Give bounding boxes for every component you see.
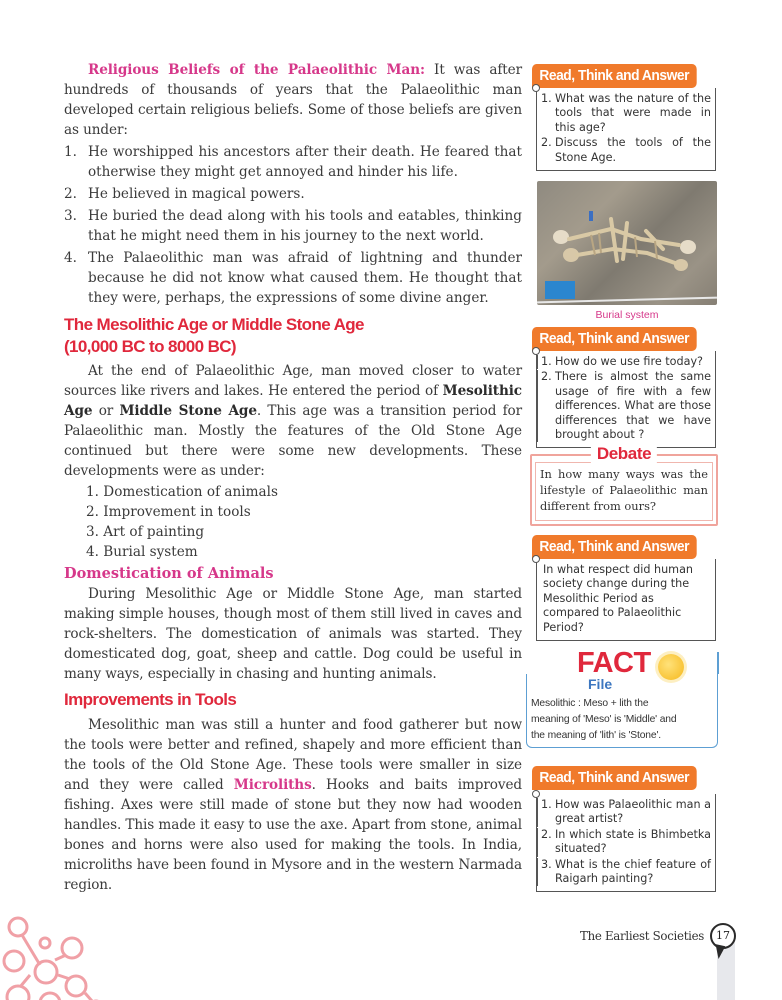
debate-title: Debate (591, 445, 657, 463)
main-column (64, 60, 522, 895)
bold-term: Mesolithic Age (64, 383, 522, 419)
skeleton-illustration (551, 209, 701, 279)
debate-box (530, 444, 718, 526)
development-item: 4. Burial system (86, 544, 198, 560)
question-number: 1. (541, 355, 552, 368)
belief-text: The Palaeolithic man was afraid of lightning and thunder because he did not know what caused them. He thought that they were, perhaps, the expressions of some divine anger. (88, 250, 522, 306)
footer-book-title: The Earliest Societies (580, 929, 705, 943)
belief-item (64, 248, 522, 308)
question-item (537, 798, 711, 827)
belief-text: He buried the dead along with his tools and eatables, thinking that he might need them in his journey to the next world. (88, 208, 522, 244)
read-think-answer-tag: Read, Think and Answer (532, 535, 696, 559)
question-text: How do we use fire today? (555, 355, 703, 368)
belief-text: He believed in magical powers. (88, 186, 305, 202)
belief-number: 2. (64, 186, 77, 202)
burial-photo (537, 181, 717, 305)
decorative-circles-icon (0, 915, 110, 1000)
development-item: 1. Domestication of animals (86, 484, 278, 500)
religious-beliefs-heading: Religious Beliefs of the Palaeolithic Man: (88, 62, 425, 78)
page-number: 17 (710, 923, 736, 949)
question-number: 1. (541, 798, 552, 811)
mesolithic-heading-dates: (10,000 BC to 8000 BC) (64, 337, 236, 356)
question-text: There is almost the same usage of fire with a few differences. What are those differences that we have brought about ? (555, 370, 711, 442)
text: or (92, 403, 120, 419)
question-text: Discuss the tools of the Stone Age. (555, 136, 711, 164)
read-think-answer-box-3 (532, 535, 716, 641)
text: At the end of Palaeolithic Age, man moved closer to water sources like rivers and lakes. He entered the period of (64, 363, 522, 399)
read-think-answer-box-1 (532, 64, 716, 171)
development-item: 2. Improvement in tools (86, 504, 251, 520)
fact-line: meaning of 'Meso' is 'Middle' and (531, 714, 677, 725)
belief-item (64, 206, 522, 246)
domestication-paragraph: During Mesolithic Age or Middle Stone Age, man started making simple houses, though most of them still lived in caves and rock-shelters. The domestication of animals was started. They domesticated dog, goat, sheep and cattle. Dog could be useful in many ways, especially in chasing and hunting animals. (64, 586, 522, 682)
fact-title: FACT (577, 647, 651, 679)
tools-paragraph (64, 715, 522, 895)
bold-term: Middle Stone Age (119, 403, 257, 419)
fact-line: Mesolithic : Meso + lith the (531, 698, 649, 709)
read-think-answer-box-2 (532, 327, 716, 448)
tools-heading: Improvements in Tools (64, 690, 237, 709)
belief-number: 4. (64, 250, 77, 266)
question-box (536, 351, 716, 448)
question-text: What was the nature of the tools that were made in this age? (555, 92, 711, 134)
text: . This age was a transition period for Palaeolithic man. Mostly the features of the Old Stone Age continued but there were some new developments. These developments were as under: (64, 403, 522, 479)
microliths-term: Microliths (233, 777, 312, 793)
question-text: How was Palaeolithic man a great artist? (555, 798, 711, 826)
belief-item (64, 184, 522, 204)
question-item (541, 92, 711, 135)
question-box (536, 794, 716, 892)
developments-list (86, 482, 522, 562)
belief-number: 1. (64, 144, 77, 160)
read-think-answer-tag: Read, Think and Answer (532, 327, 696, 351)
mesolithic-paragraph (64, 361, 522, 481)
debate-text: In how many ways was the lifestyle of Palaeolithic man different from ours? (535, 462, 713, 521)
question-box (536, 88, 716, 171)
fact-line: the meaning of 'lith' is 'Stone'. (531, 730, 661, 741)
mesolithic-heading (64, 314, 522, 358)
read-think-answer-box-4 (532, 766, 716, 892)
question-item (541, 136, 711, 165)
domestication-heading: Domestication of Animals (64, 565, 274, 582)
question-item (537, 858, 711, 887)
belief-text: He worshipped his ancestors after their death. He feared that otherwise they might get annoyed and hinder his life. (88, 144, 522, 180)
photo-caption: Burial system (595, 309, 659, 321)
religious-beliefs-intro (64, 60, 522, 140)
text: . Hooks and baits improved fishing. Axes were still made of stone but they now had wooden handles. This made it easy to use the axe. Apart from stone, animal bones and horns were also used for making the tools. In India, microliths have been found in Mysore and in the western Narmada region. (64, 777, 522, 893)
photo-scale-marker (545, 281, 575, 299)
question-text: In what respect did human society change during the Mesolithic Period as compared to Palaeolithic Period? (536, 559, 716, 641)
religious-beliefs-intro-text: It was after hundreds of thousands of years that the Palaeolithic man developed certain religious beliefs. Some of those beliefs are given as under: (64, 62, 522, 138)
read-think-answer-tag: Read, Think and Answer (532, 64, 696, 88)
belief-number: 3. (64, 208, 77, 224)
fact-subtitle: File (588, 676, 613, 692)
question-number: 3. (541, 857, 552, 871)
mesolithic-heading-line1: The Mesolithic Age or Middle Stone Age (64, 315, 364, 334)
question-item (537, 355, 711, 369)
text: Mesolithic man was still a hunter and food gatherer but now the tools were better and refined, shapely and more efficient than the tools of the Old Stone Age. These tools were smaller in size and they were called (64, 717, 522, 793)
development-item: 3. Art of painting (86, 524, 205, 540)
question-text: In which state is Bhimbetka situated? (555, 827, 711, 856)
read-think-answer-tag: Read, Think and Answer (532, 766, 696, 790)
question-number: 1. (541, 92, 552, 105)
question-number: 2. (541, 827, 552, 841)
question-item (537, 828, 711, 857)
question-number: 2. (541, 370, 552, 384)
fact-file-box (526, 647, 722, 748)
question-text: What is the chief feature of Raigarh painting? (555, 857, 711, 886)
question-number: 2. (541, 136, 552, 150)
sun-icon (658, 654, 684, 680)
fact-text (531, 696, 715, 744)
question-item (537, 370, 711, 442)
belief-item (64, 142, 522, 182)
religious-beliefs-list (64, 142, 522, 308)
